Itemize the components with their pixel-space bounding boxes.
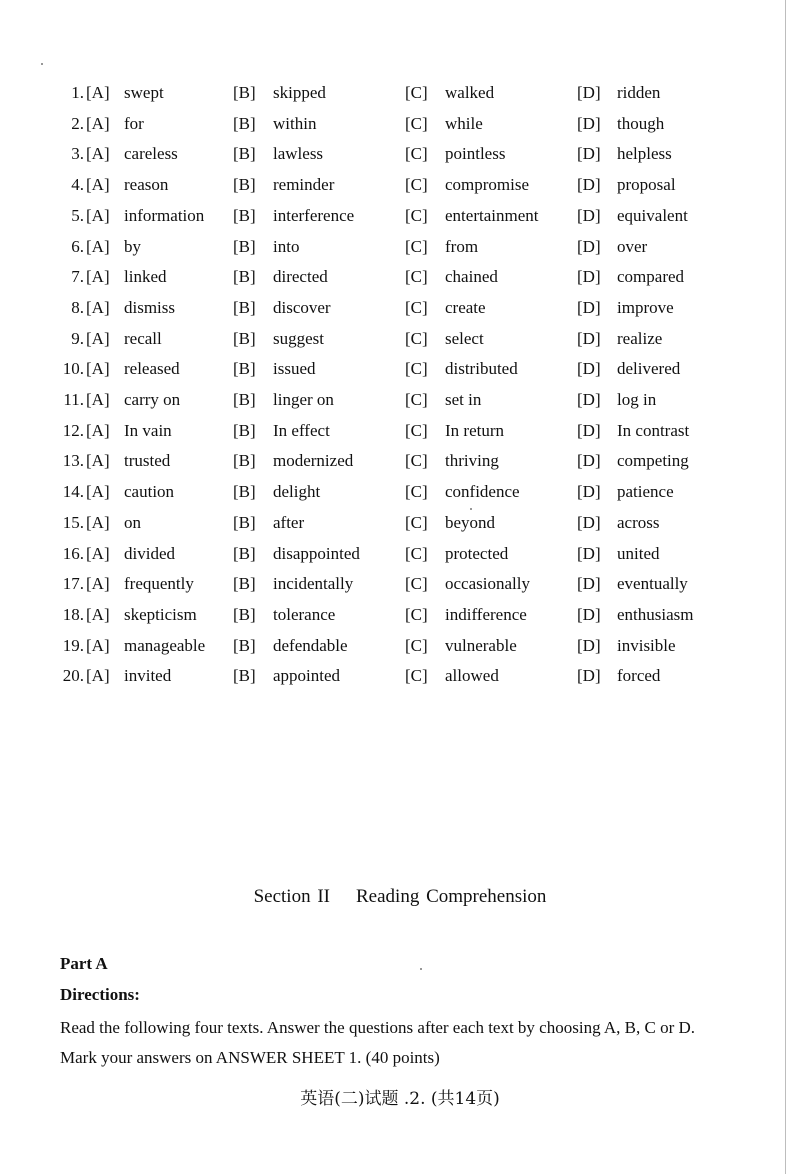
option-d-letter: [D]	[577, 113, 601, 133]
option-a-text: manageable	[124, 635, 206, 655]
option-b-letter: [B]	[233, 635, 256, 655]
question-row	[0, 420, 800, 450]
question-row	[0, 358, 800, 388]
option-c-text: protected	[445, 543, 509, 563]
option-a-letter: [A]	[86, 574, 110, 594]
option-d-letter: [D]	[577, 83, 601, 102]
option-c-letter: [C]	[405, 297, 428, 317]
option-a-text: divided	[124, 543, 175, 563]
option-d-text: over	[617, 236, 648, 256]
option-c-text: entertainment	[445, 205, 539, 225]
option-c-text: allowed	[445, 666, 499, 686]
question-row	[0, 481, 800, 511]
option-c-text: confidence	[445, 482, 520, 502]
option-a-text: frequently	[124, 574, 194, 594]
question-number: 9.	[71, 328, 84, 348]
option-c-text: compromise	[445, 175, 530, 195]
option-b-text: reminder	[273, 175, 335, 195]
option-d-letter: [D]	[577, 267, 601, 287]
option-d-letter: [D]	[577, 175, 601, 195]
option-d-text: invisible	[617, 635, 676, 655]
option-b-text: within	[273, 113, 317, 133]
option-b-text: defendable	[273, 635, 348, 655]
option-d-letter: [D]	[577, 144, 601, 164]
option-b-letter: [B]	[233, 604, 256, 624]
option-c-letter: [C]	[405, 451, 428, 471]
option-d-letter: [D]	[577, 543, 601, 563]
option-c-text: pointless	[445, 144, 506, 164]
option-d-text: log in	[617, 390, 657, 409]
option-d-text: across	[617, 512, 660, 532]
scan-edge-line	[785, 0, 786, 1174]
option-d-text: helpless	[617, 144, 672, 164]
option-c-text: from	[445, 236, 479, 256]
question-row	[0, 573, 800, 603]
question-number: 10.	[62, 359, 84, 379]
option-a-text: In vain	[124, 420, 172, 440]
question-number: 6.	[71, 236, 84, 256]
option-c-letter: [C]	[405, 635, 428, 655]
option-d-letter: [D]	[577, 604, 601, 624]
option-c-text: chained	[445, 267, 498, 287]
option-a-text: dismiss	[124, 297, 176, 317]
question-row	[0, 236, 800, 266]
option-d-text: improve	[617, 297, 674, 317]
option-b-letter: [B]	[233, 390, 256, 409]
option-d-text: competing	[617, 451, 689, 471]
option-a-letter: [A]	[86, 297, 110, 317]
question-row	[0, 635, 800, 665]
option-b-letter: [B]	[233, 297, 256, 317]
option-b-text: incidentally	[273, 574, 354, 594]
option-a-text: skepticism	[124, 604, 197, 624]
question-number: 13.	[62, 451, 84, 471]
option-b-letter: [B]	[233, 482, 256, 502]
question-row	[0, 205, 800, 235]
question-row	[0, 512, 800, 542]
question-row	[0, 266, 800, 296]
option-c-text: indifference	[445, 604, 527, 624]
option-d-letter: [D]	[577, 205, 601, 225]
question-row	[0, 174, 800, 204]
question-number: 20.	[62, 666, 84, 686]
question-number: 5.	[71, 205, 84, 225]
option-c-letter: [C]	[405, 359, 428, 379]
option-a-letter: [A]	[86, 666, 110, 686]
option-d-letter: [D]	[577, 512, 601, 532]
option-b-text: In effect	[273, 420, 330, 440]
option-c-letter: [C]	[405, 512, 428, 532]
option-a-letter: [A]	[86, 236, 110, 256]
option-a-text: careless	[124, 144, 178, 164]
option-c-text: select	[445, 328, 484, 348]
option-c-text: while	[445, 113, 483, 133]
option-d-letter: [D]	[577, 420, 601, 440]
page-footer: 英语(二)试题 .2. (共14页)	[300, 1089, 500, 1109]
option-b-letter: [B]	[233, 175, 256, 195]
option-d-text: eventually	[617, 574, 688, 594]
option-d-text: enthusiasm	[617, 604, 694, 624]
option-d-letter: [D]	[577, 666, 601, 686]
option-a-letter: [A]	[86, 635, 110, 655]
option-a-letter: [A]	[86, 390, 110, 409]
option-b-letter: [B]	[233, 144, 256, 164]
option-a-text: carry on	[124, 390, 181, 409]
question-row	[0, 450, 800, 480]
option-b-letter: [B]	[233, 574, 256, 594]
option-c-text: walked	[445, 83, 495, 102]
option-b-letter: [B]	[233, 267, 256, 287]
scan-speck	[41, 63, 43, 65]
option-b-letter: [B]	[233, 328, 256, 348]
option-d-text: compared	[617, 267, 685, 287]
option-a-letter: [A]	[86, 543, 110, 563]
option-d-letter: [D]	[577, 328, 601, 348]
option-a-letter: [A]	[86, 113, 110, 133]
option-a-text: for	[124, 113, 144, 133]
question-number: 18.	[62, 604, 84, 624]
option-a-letter: [A]	[86, 482, 110, 502]
option-b-letter: [B]	[233, 236, 256, 256]
option-a-letter: [A]	[86, 205, 110, 225]
option-a-text: trusted	[124, 451, 171, 471]
section-heading	[0, 886, 800, 908]
option-b-text: suggest	[273, 328, 324, 348]
question-row	[0, 113, 800, 143]
option-c-letter: [C]	[405, 574, 428, 594]
option-d-text: though	[617, 113, 665, 133]
option-b-text: modernized	[273, 451, 354, 471]
question-number: 15.	[62, 512, 84, 532]
option-b-letter: [B]	[233, 451, 256, 471]
option-d-letter: [D]	[577, 390, 601, 409]
scan-speck	[420, 968, 422, 970]
question-row	[0, 328, 800, 358]
option-a-letter: [A]	[86, 83, 110, 102]
option-a-text: on	[124, 512, 141, 532]
option-d-text: ridden	[617, 83, 661, 102]
question-number: 12.	[62, 420, 84, 440]
option-a-text: reason	[124, 175, 169, 195]
option-a-text: by	[124, 236, 141, 256]
option-b-text: tolerance	[273, 604, 336, 624]
option-b-letter: [B]	[233, 666, 256, 686]
question-row	[0, 389, 800, 419]
question-number: 1.	[71, 83, 84, 102]
option-c-letter: [C]	[405, 604, 428, 624]
option-a-text: linked	[124, 267, 167, 287]
option-a-letter: [A]	[86, 267, 110, 287]
scan-speck	[470, 508, 472, 510]
option-d-text: proposal	[617, 175, 676, 195]
option-d-text: delivered	[617, 359, 681, 379]
option-d-text: forced	[617, 666, 661, 686]
option-b-text: issued	[273, 359, 316, 379]
option-a-text: recall	[124, 328, 162, 348]
option-b-text: delight	[273, 482, 321, 502]
option-b-letter: [B]	[233, 543, 256, 563]
part-label: Part A	[60, 954, 108, 973]
option-b-letter: [B]	[233, 83, 256, 102]
option-c-letter: [C]	[405, 328, 428, 348]
option-d-text: realize	[617, 328, 663, 348]
question-number: 19.	[62, 635, 84, 655]
option-b-letter: [B]	[233, 512, 256, 532]
option-d-letter: [D]	[577, 297, 601, 317]
option-c-letter: [C]	[405, 482, 428, 502]
option-d-text: equivalent	[617, 205, 688, 225]
option-b-text: into	[273, 236, 300, 256]
option-b-text: lawless	[273, 144, 324, 164]
option-b-text: after	[273, 512, 305, 532]
option-b-letter: [B]	[233, 359, 256, 379]
option-b-letter: [B]	[233, 420, 256, 440]
directions-label: Directions:	[60, 985, 140, 1004]
option-c-letter: [C]	[405, 83, 428, 102]
option-c-letter: [C]	[405, 236, 428, 256]
question-row	[0, 82, 800, 112]
option-d-letter: [D]	[577, 359, 601, 379]
option-d-text: united	[617, 543, 660, 563]
option-b-text: discover	[273, 297, 331, 317]
option-d-letter: [D]	[577, 236, 601, 256]
option-b-text: linger on	[273, 390, 334, 409]
question-row	[0, 604, 800, 634]
option-a-letter: [A]	[86, 328, 110, 348]
option-c-text: set in	[445, 390, 482, 409]
option-a-letter: [A]	[86, 420, 110, 440]
option-a-letter: [A]	[86, 144, 110, 164]
question-number: 3.	[71, 144, 84, 164]
option-a-letter: [A]	[86, 512, 110, 532]
option-d-letter: [D]	[577, 635, 601, 655]
option-a-letter: [A]	[86, 359, 110, 379]
section-title: Reading Comprehension	[356, 886, 547, 907]
option-d-letter: [D]	[577, 482, 601, 502]
question-number: 11.	[63, 390, 84, 409]
option-a-letter: [A]	[86, 451, 110, 471]
question-row	[0, 143, 800, 173]
question-number: 17.	[62, 574, 84, 594]
option-d-text: In contrast	[617, 420, 690, 440]
option-a-text: invited	[124, 666, 172, 686]
option-d-text: patience	[617, 482, 674, 502]
option-a-text: information	[124, 205, 205, 225]
option-b-text: directed	[273, 267, 328, 287]
option-c-letter: [C]	[405, 543, 428, 563]
question-number: 7.	[71, 267, 84, 287]
question-row	[0, 543, 800, 573]
option-c-text: distributed	[445, 359, 518, 379]
option-c-letter: [C]	[405, 666, 428, 686]
option-d-letter: [D]	[577, 451, 601, 471]
question-number: 8.	[71, 297, 84, 317]
option-c-letter: [C]	[405, 420, 428, 440]
option-d-letter: [D]	[577, 574, 601, 594]
question-number: 16.	[62, 543, 84, 563]
option-c-letter: [C]	[405, 205, 428, 225]
option-a-text: caution	[124, 482, 175, 502]
option-c-letter: [C]	[405, 175, 428, 195]
question-number: 4.	[71, 175, 84, 195]
option-a-letter: [A]	[86, 175, 110, 195]
option-c-letter: [C]	[405, 390, 428, 409]
question-row	[0, 297, 800, 327]
question-row	[0, 665, 800, 695]
option-c-letter: [C]	[405, 113, 428, 133]
option-c-letter: [C]	[405, 144, 428, 164]
option-b-letter: [B]	[233, 113, 256, 133]
option-b-text: skipped	[273, 83, 326, 102]
option-c-text: thriving	[445, 451, 499, 471]
question-number: 14.	[62, 482, 84, 502]
option-c-text: create	[445, 297, 486, 317]
question-number: 2.	[71, 113, 84, 133]
option-c-text: vulnerable	[445, 635, 517, 655]
option-b-text: appointed	[273, 666, 341, 686]
option-b-letter: [B]	[233, 205, 256, 225]
option-a-text: released	[124, 359, 180, 379]
option-c-letter: [C]	[405, 267, 428, 287]
option-b-text: interference	[273, 205, 355, 225]
section-name: Section II	[253, 886, 330, 907]
option-c-text: beyond	[445, 512, 496, 532]
option-c-text: occasionally	[445, 574, 530, 594]
directions-text: Read the following four texts. Answer the questions after each text by choosing A, B, C or D. Mark your answers on ANSWER SHEET 1. (40 points)	[60, 1018, 696, 1067]
option-b-text: disappointed	[273, 543, 360, 563]
option-c-text: In return	[445, 420, 505, 440]
option-a-letter: [A]	[86, 604, 110, 624]
option-a-text: swept	[124, 83, 164, 102]
